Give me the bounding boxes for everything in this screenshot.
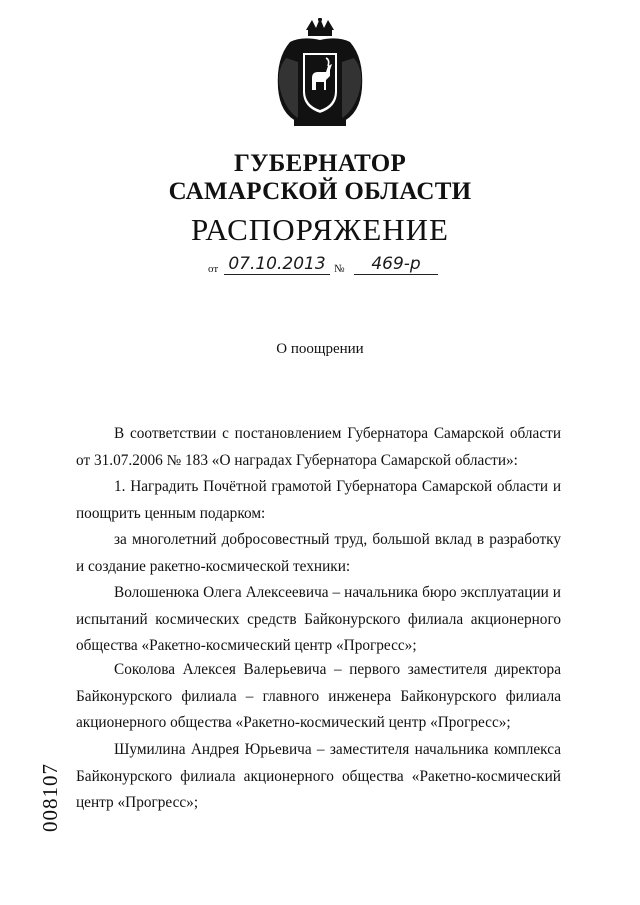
paragraph-awardee-3: Шумилина Андрея Юрьевича – заместителя начальника комплекса Байконурского филиала акционерного общества «Ракетно-космический центр «Прогресс»;: [76, 741, 561, 811]
paragraph-item-1: 1. Наградить Почётной грамотой Губернатора Самарской области и поощрить ценным подарком:: [76, 478, 561, 522]
date-value: 07.10.2013: [224, 254, 330, 275]
reference-line: [208, 254, 458, 278]
coat-of-arms-icon: [268, 18, 372, 130]
number-value: 469-р: [354, 254, 438, 275]
margin-stamp-number: 008107: [38, 763, 62, 832]
document-type: РАСПОРЯЖЕНИЕ: [191, 212, 449, 247]
document-subject: О поощрении: [276, 341, 364, 357]
date-label: от: [208, 263, 219, 275]
paragraph-awardee-1: Волошенюка Олега Алексеевича – начальника бюро эксплуатации и испытаний космических средств Байконурского филиала акционерного общества «Ракетно-космический центр «Прогресс»;: [76, 584, 561, 654]
paragraph-basis: В соответствии с постановлением Губернатора Самарской области от 31.07.2006 № 183 «О наградах Губернатора Самарской области»:: [76, 425, 561, 469]
paragraph-awardee-2: Соколова Алексея Валерьевича – первого заместителя директора Байконурского филиала – главного инженера Байконурского филиала акционерного общества «Ракетно-космический центр «Прогресс»;: [76, 661, 561, 731]
number-label: №: [334, 263, 345, 275]
paragraph-reason: за многолетний добросовестный труд, большой вклад в разработку и создание ракетно-космической техники:: [76, 531, 561, 575]
header-line-2: САМАРСКОЙ ОБЛАСТИ: [168, 178, 472, 205]
header-line-1: ГУБЕРНАТОР: [233, 150, 407, 177]
